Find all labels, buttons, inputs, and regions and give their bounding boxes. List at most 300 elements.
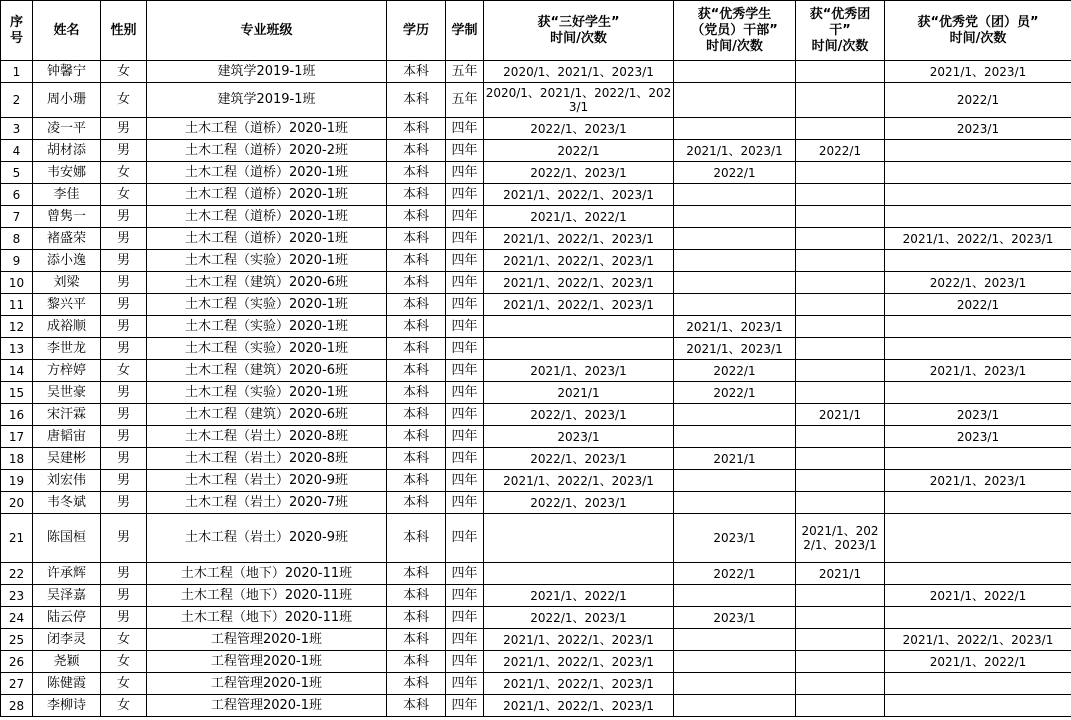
cell-gender: 女 — [101, 61, 147, 83]
cell-party-member — [885, 162, 1071, 184]
cell-class: 土木工程（实验）2020-1班 — [147, 250, 387, 272]
cell-duration: 四年 — [446, 404, 484, 426]
cell-no: 13 — [1, 338, 33, 360]
cell-education: 本科 — [387, 316, 446, 338]
cell-gender: 男 — [101, 514, 147, 563]
cell-education: 本科 — [387, 206, 446, 228]
cell-cadre: 2021/1、2023/1 — [674, 140, 796, 162]
table-row — [1, 426, 1071, 448]
cell-no: 10 — [1, 272, 33, 294]
cell-education: 本科 — [387, 272, 446, 294]
cell-duration: 四年 — [446, 629, 484, 651]
cell-duration: 四年 — [446, 382, 484, 404]
cell-no: 6 — [1, 184, 33, 206]
cell-class: 工程管理2020-1班 — [147, 651, 387, 673]
cell-name: 刘梁 — [33, 272, 101, 294]
cell-cadre: 2022/1 — [674, 162, 796, 184]
cell-sanhao — [484, 514, 674, 563]
cell-league-cadre: 2021/1 — [796, 404, 885, 426]
cell-party-member: 2021/1、2023/1 — [885, 360, 1071, 382]
cell-sanhao: 2023/1 — [484, 426, 674, 448]
cell-class: 土木工程（岩土）2020-9班 — [147, 514, 387, 563]
cell-cadre — [674, 673, 796, 695]
cell-league-cadre — [796, 228, 885, 250]
cell-education: 本科 — [387, 294, 446, 316]
cell-sanhao: 2020/1、2021/1、2022/1、2023/1 — [484, 83, 674, 118]
cell-class: 土木工程（岩土）2020-9班 — [147, 470, 387, 492]
table-row — [1, 118, 1071, 140]
cell-no: 8 — [1, 228, 33, 250]
cell-party-member — [885, 338, 1071, 360]
cell-no: 24 — [1, 607, 33, 629]
table-row — [1, 651, 1071, 673]
cell-class: 土木工程（实验）2020-1班 — [147, 294, 387, 316]
header-gender: 性别 — [101, 1, 147, 61]
cell-cadre — [674, 228, 796, 250]
cell-sanhao: 2022/1、2023/1 — [484, 448, 674, 470]
cell-duration: 四年 — [446, 184, 484, 206]
cell-party-member: 2021/1、2023/1 — [885, 61, 1071, 83]
cell-cadre — [674, 118, 796, 140]
cell-gender: 男 — [101, 470, 147, 492]
header-row — [1, 1, 1071, 61]
cell-class: 土木工程（实验）2020-1班 — [147, 316, 387, 338]
cell-cadre: 2023/1 — [674, 514, 796, 563]
cell-duration: 四年 — [446, 448, 484, 470]
header-education: 学历 — [387, 1, 446, 61]
cell-party-member: 2023/1 — [885, 404, 1071, 426]
cell-class: 土木工程（地下）2020-11班 — [147, 585, 387, 607]
cell-party-member — [885, 140, 1071, 162]
cell-cadre — [674, 426, 796, 448]
table-row — [1, 404, 1071, 426]
cell-party-member: 2023/1 — [885, 426, 1071, 448]
table-row — [1, 360, 1071, 382]
cell-sanhao: 2021/1、2022/1 — [484, 585, 674, 607]
cell-education: 本科 — [387, 404, 446, 426]
cell-name: 钟馨宁 — [33, 61, 101, 83]
table-row — [1, 607, 1071, 629]
cell-name: 刘宏伟 — [33, 470, 101, 492]
cell-gender: 男 — [101, 585, 147, 607]
cell-no: 18 — [1, 448, 33, 470]
cell-sanhao: 2021/1、2022/1、2023/1 — [484, 651, 674, 673]
cell-league-cadre — [796, 316, 885, 338]
cell-duration: 四年 — [446, 607, 484, 629]
cell-education: 本科 — [387, 250, 446, 272]
cell-duration: 四年 — [446, 338, 484, 360]
cell-gender: 男 — [101, 272, 147, 294]
table-row — [1, 184, 1071, 206]
cell-league-cadre — [796, 492, 885, 514]
cell-league-cadre — [796, 382, 885, 404]
cell-league-cadre: 2022/1 — [796, 140, 885, 162]
cell-league-cadre — [796, 206, 885, 228]
cell-party-member: 2021/1、2022/1 — [885, 651, 1071, 673]
cell-cadre — [674, 404, 796, 426]
table-row — [1, 338, 1071, 360]
cell-cadre — [674, 206, 796, 228]
cell-duration: 四年 — [446, 492, 484, 514]
cell-gender: 男 — [101, 228, 147, 250]
cell-class: 土木工程（建筑）2020-6班 — [147, 404, 387, 426]
cell-no: 11 — [1, 294, 33, 316]
cell-no: 5 — [1, 162, 33, 184]
cell-party-member — [885, 250, 1071, 272]
cell-party-member — [885, 514, 1071, 563]
cell-no: 1 — [1, 61, 33, 83]
cell-sanhao: 2021/1、2022/1、2023/1 — [484, 294, 674, 316]
cell-cadre — [674, 272, 796, 294]
table-row — [1, 272, 1071, 294]
cell-no: 27 — [1, 673, 33, 695]
cell-name: 吴建彬 — [33, 448, 101, 470]
cell-cadre — [674, 695, 796, 717]
cell-duration: 四年 — [446, 585, 484, 607]
cell-education: 本科 — [387, 426, 446, 448]
cell-no: 15 — [1, 382, 33, 404]
cell-class: 工程管理2020-1班 — [147, 629, 387, 651]
cell-league-cadre — [796, 607, 885, 629]
cell-no: 22 — [1, 563, 33, 585]
cell-education: 本科 — [387, 651, 446, 673]
cell-education: 本科 — [387, 563, 446, 585]
cell-duration: 四年 — [446, 140, 484, 162]
cell-league-cadre — [796, 470, 885, 492]
cell-duration: 四年 — [446, 316, 484, 338]
table-row — [1, 294, 1071, 316]
cell-duration: 四年 — [446, 563, 484, 585]
cell-duration: 四年 — [446, 360, 484, 382]
cell-duration: 四年 — [446, 695, 484, 717]
cell-name: 凌一平 — [33, 118, 101, 140]
cell-party-member: 2021/1、2022/1 — [885, 585, 1071, 607]
header-duration: 学制 — [446, 1, 484, 61]
header-name: 姓名 — [33, 1, 101, 61]
cell-duration: 四年 — [446, 162, 484, 184]
cell-no: 7 — [1, 206, 33, 228]
cell-sanhao: 2020/1、2021/1、2023/1 — [484, 61, 674, 83]
cell-gender: 女 — [101, 83, 147, 118]
cell-name: 唐韬宙 — [33, 426, 101, 448]
header-class: 专业班级 — [147, 1, 387, 61]
cell-education: 本科 — [387, 140, 446, 162]
cell-party-member — [885, 316, 1071, 338]
cell-duration: 四年 — [446, 228, 484, 250]
cell-education: 本科 — [387, 673, 446, 695]
cell-sanhao: 2021/1、2022/1、2023/1 — [484, 228, 674, 250]
header-cadre: 获“优秀学生 （党员）干部” 时间/次数 — [674, 1, 796, 61]
cell-party-member: 2022/1 — [885, 294, 1071, 316]
cell-sanhao: 2022/1、2023/1 — [484, 162, 674, 184]
cell-gender: 女 — [101, 651, 147, 673]
cell-gender: 男 — [101, 607, 147, 629]
cell-class: 土木工程（道桥）2020-1班 — [147, 206, 387, 228]
cell-class: 土木工程（岩土）2020-7班 — [147, 492, 387, 514]
table-row — [1, 448, 1071, 470]
cell-class: 土木工程（岩土）2020-8班 — [147, 426, 387, 448]
cell-gender: 女 — [101, 695, 147, 717]
cell-cadre — [674, 470, 796, 492]
cell-no: 4 — [1, 140, 33, 162]
cell-sanhao: 2021/1、2022/1 — [484, 206, 674, 228]
cell-no: 19 — [1, 470, 33, 492]
cell-name: 周小珊 — [33, 83, 101, 118]
cell-name: 李佳 — [33, 184, 101, 206]
cell-duration: 五年 — [446, 83, 484, 118]
cell-cadre: 2021/1 — [674, 448, 796, 470]
cell-education: 本科 — [387, 228, 446, 250]
cell-party-member — [885, 563, 1071, 585]
table-row — [1, 585, 1071, 607]
cell-league-cadre — [796, 83, 885, 118]
cell-education: 本科 — [387, 382, 446, 404]
cell-class: 土木工程（建筑）2020-6班 — [147, 360, 387, 382]
cell-cadre — [674, 61, 796, 83]
cell-no: 25 — [1, 629, 33, 651]
cell-sanhao: 2021/1、2022/1、2023/1 — [484, 673, 674, 695]
cell-gender: 女 — [101, 184, 147, 206]
cell-class: 土木工程（道桥）2020-1班 — [147, 228, 387, 250]
cell-education: 本科 — [387, 338, 446, 360]
cell-name: 尧颖 — [33, 651, 101, 673]
cell-cadre — [674, 184, 796, 206]
cell-name: 闭李灵 — [33, 629, 101, 651]
cell-gender: 男 — [101, 118, 147, 140]
cell-sanhao — [484, 338, 674, 360]
cell-duration: 四年 — [446, 206, 484, 228]
cell-cadre — [674, 651, 796, 673]
cell-education: 本科 — [387, 695, 446, 717]
table-row — [1, 673, 1071, 695]
cell-name: 韦冬斌 — [33, 492, 101, 514]
cell-league-cadre — [796, 338, 885, 360]
cell-class: 土木工程（道桥）2020-1班 — [147, 118, 387, 140]
cell-party-member — [885, 695, 1071, 717]
cell-sanhao: 2021/1、2022/1、2023/1 — [484, 250, 674, 272]
cell-duration: 四年 — [446, 118, 484, 140]
cell-no: 17 — [1, 426, 33, 448]
cell-duration: 五年 — [446, 61, 484, 83]
cell-sanhao — [484, 563, 674, 585]
cell-education: 本科 — [387, 360, 446, 382]
cell-gender: 男 — [101, 140, 147, 162]
cell-cadre — [674, 492, 796, 514]
cell-cadre: 2022/1 — [674, 563, 796, 585]
cell-sanhao: 2021/1、2022/1、2023/1 — [484, 272, 674, 294]
cell-sanhao: 2022/1、2023/1 — [484, 118, 674, 140]
cell-name: 黎兴平 — [33, 294, 101, 316]
table-row — [1, 140, 1071, 162]
cell-name: 添小逸 — [33, 250, 101, 272]
cell-no: 2 — [1, 83, 33, 118]
cell-gender: 男 — [101, 250, 147, 272]
cell-education: 本科 — [387, 162, 446, 184]
cell-gender: 女 — [101, 673, 147, 695]
cell-cadre: 2021/1、2023/1 — [674, 316, 796, 338]
cell-no: 21 — [1, 514, 33, 563]
cell-no: 3 — [1, 118, 33, 140]
table-row — [1, 228, 1071, 250]
cell-education: 本科 — [387, 118, 446, 140]
cell-no: 26 — [1, 651, 33, 673]
cell-class: 土木工程（道桥）2020-1班 — [147, 184, 387, 206]
cell-party-member — [885, 607, 1071, 629]
cell-gender: 男 — [101, 382, 147, 404]
table-row — [1, 206, 1071, 228]
cell-duration: 四年 — [446, 470, 484, 492]
cell-education: 本科 — [387, 492, 446, 514]
cell-cadre — [674, 250, 796, 272]
cell-name: 韦安娜 — [33, 162, 101, 184]
cell-education: 本科 — [387, 585, 446, 607]
cell-league-cadre — [796, 651, 885, 673]
cell-league-cadre — [796, 585, 885, 607]
cell-sanhao: 2022/1、2023/1 — [484, 492, 674, 514]
cell-gender: 男 — [101, 563, 147, 585]
cell-party-member — [885, 206, 1071, 228]
cell-gender: 女 — [101, 162, 147, 184]
cell-sanhao: 2021/1、2023/1 — [484, 360, 674, 382]
cell-sanhao: 2021/1、2022/1、2023/1 — [484, 470, 674, 492]
table-row — [1, 563, 1071, 585]
cell-cadre: 2022/1 — [674, 360, 796, 382]
cell-duration: 四年 — [446, 426, 484, 448]
cell-education: 本科 — [387, 61, 446, 83]
cell-education: 本科 — [387, 607, 446, 629]
cell-league-cadre — [796, 629, 885, 651]
cell-no: 20 — [1, 492, 33, 514]
cell-league-cadre: 2021/1、2022/1、2023/1 — [796, 514, 885, 563]
table-row — [1, 629, 1071, 651]
cell-no: 12 — [1, 316, 33, 338]
cell-league-cadre — [796, 673, 885, 695]
cell-league-cadre — [796, 250, 885, 272]
header-sanhao: 获“三好学生” 时间/次数 — [484, 1, 674, 61]
cell-league-cadre — [796, 360, 885, 382]
cell-league-cadre — [796, 184, 885, 206]
cell-party-member: 2022/1 — [885, 83, 1071, 118]
cell-class: 建筑学2019-1班 — [147, 83, 387, 118]
cell-gender: 男 — [101, 338, 147, 360]
cell-cadre — [674, 294, 796, 316]
cell-name: 胡材添 — [33, 140, 101, 162]
cell-party-member — [885, 448, 1071, 470]
cell-name: 褚盛荣 — [33, 228, 101, 250]
cell-education: 本科 — [387, 470, 446, 492]
cell-class: 土木工程（地下）2020-11班 — [147, 563, 387, 585]
cell-sanhao: 2022/1、2023/1 — [484, 404, 674, 426]
cell-duration: 四年 — [446, 514, 484, 563]
cell-name: 李世龙 — [33, 338, 101, 360]
cell-duration: 四年 — [446, 272, 484, 294]
cell-name: 成裕顺 — [33, 316, 101, 338]
table-row — [1, 695, 1071, 717]
cell-party-member: 2022/1、2023/1 — [885, 272, 1071, 294]
table-row — [1, 316, 1071, 338]
cell-party-member: 2023/1 — [885, 118, 1071, 140]
cell-cadre — [674, 585, 796, 607]
cell-education: 本科 — [387, 629, 446, 651]
cell-gender: 男 — [101, 404, 147, 426]
table-body — [1, 61, 1071, 717]
cell-sanhao: 2021/1、2022/1、2023/1 — [484, 629, 674, 651]
cell-party-member: 2021/1、2023/1 — [885, 470, 1071, 492]
cell-name: 许承辉 — [33, 563, 101, 585]
cell-name: 方梓婷 — [33, 360, 101, 382]
cell-name: 李柳诗 — [33, 695, 101, 717]
table-row — [1, 250, 1071, 272]
cell-cadre — [674, 629, 796, 651]
cell-gender: 女 — [101, 629, 147, 651]
cell-sanhao: 2021/1 — [484, 382, 674, 404]
cell-sanhao: 2021/1、2022/1、2023/1 — [484, 184, 674, 206]
cell-education: 本科 — [387, 514, 446, 563]
table-row — [1, 83, 1071, 118]
table-row — [1, 61, 1071, 83]
cell-no: 14 — [1, 360, 33, 382]
cell-gender: 男 — [101, 448, 147, 470]
cell-class: 工程管理2020-1班 — [147, 673, 387, 695]
cell-duration: 四年 — [446, 294, 484, 316]
cell-party-member — [885, 673, 1071, 695]
cell-party-member — [885, 184, 1071, 206]
cell-name: 曾隽一 — [33, 206, 101, 228]
header-no: 序 号 — [1, 1, 33, 61]
cell-name: 陆云停 — [33, 607, 101, 629]
cell-party-member: 2021/1、2022/1、2023/1 — [885, 228, 1071, 250]
cell-class: 土木工程（建筑）2020-6班 — [147, 272, 387, 294]
cell-league-cadre — [796, 294, 885, 316]
cell-party-member: 2021/1、2022/1、2023/1 — [885, 629, 1071, 651]
cell-sanhao: 2022/1、2023/1 — [484, 607, 674, 629]
table-row — [1, 492, 1071, 514]
cell-cadre: 2022/1 — [674, 382, 796, 404]
cell-gender: 男 — [101, 206, 147, 228]
cell-name: 吴泽嘉 — [33, 585, 101, 607]
cell-sanhao: 2021/1、2022/1、2023/1 — [484, 695, 674, 717]
cell-class: 土木工程（地下）2020-11班 — [147, 607, 387, 629]
cell-name: 陈健霞 — [33, 673, 101, 695]
cell-league-cadre — [796, 272, 885, 294]
cell-name: 吴世豪 — [33, 382, 101, 404]
cell-no: 23 — [1, 585, 33, 607]
cell-gender: 男 — [101, 492, 147, 514]
cell-no: 9 — [1, 250, 33, 272]
cell-league-cadre — [796, 448, 885, 470]
cell-cadre — [674, 83, 796, 118]
table-row — [1, 162, 1071, 184]
cell-class: 土木工程（实验）2020-1班 — [147, 338, 387, 360]
cell-gender: 男 — [101, 316, 147, 338]
cell-cadre: 2021/1、2023/1 — [674, 338, 796, 360]
cell-class: 土木工程（岩土）2020-8班 — [147, 448, 387, 470]
cell-class: 土木工程（实验）2020-1班 — [147, 382, 387, 404]
header-league-cadre: 获“优秀团 干” 时间/次数 — [796, 1, 885, 61]
table-row — [1, 514, 1071, 563]
cell-education: 本科 — [387, 83, 446, 118]
cell-name: 陈国桓 — [33, 514, 101, 563]
cell-name: 宋汗霖 — [33, 404, 101, 426]
cell-class: 土木工程（道桥）2020-1班 — [147, 162, 387, 184]
cell-league-cadre — [796, 61, 885, 83]
cell-party-member — [885, 492, 1071, 514]
cell-education: 本科 — [387, 448, 446, 470]
cell-education: 本科 — [387, 184, 446, 206]
cell-league-cadre: 2021/1 — [796, 563, 885, 585]
cell-party-member — [885, 382, 1071, 404]
cell-gender: 男 — [101, 294, 147, 316]
